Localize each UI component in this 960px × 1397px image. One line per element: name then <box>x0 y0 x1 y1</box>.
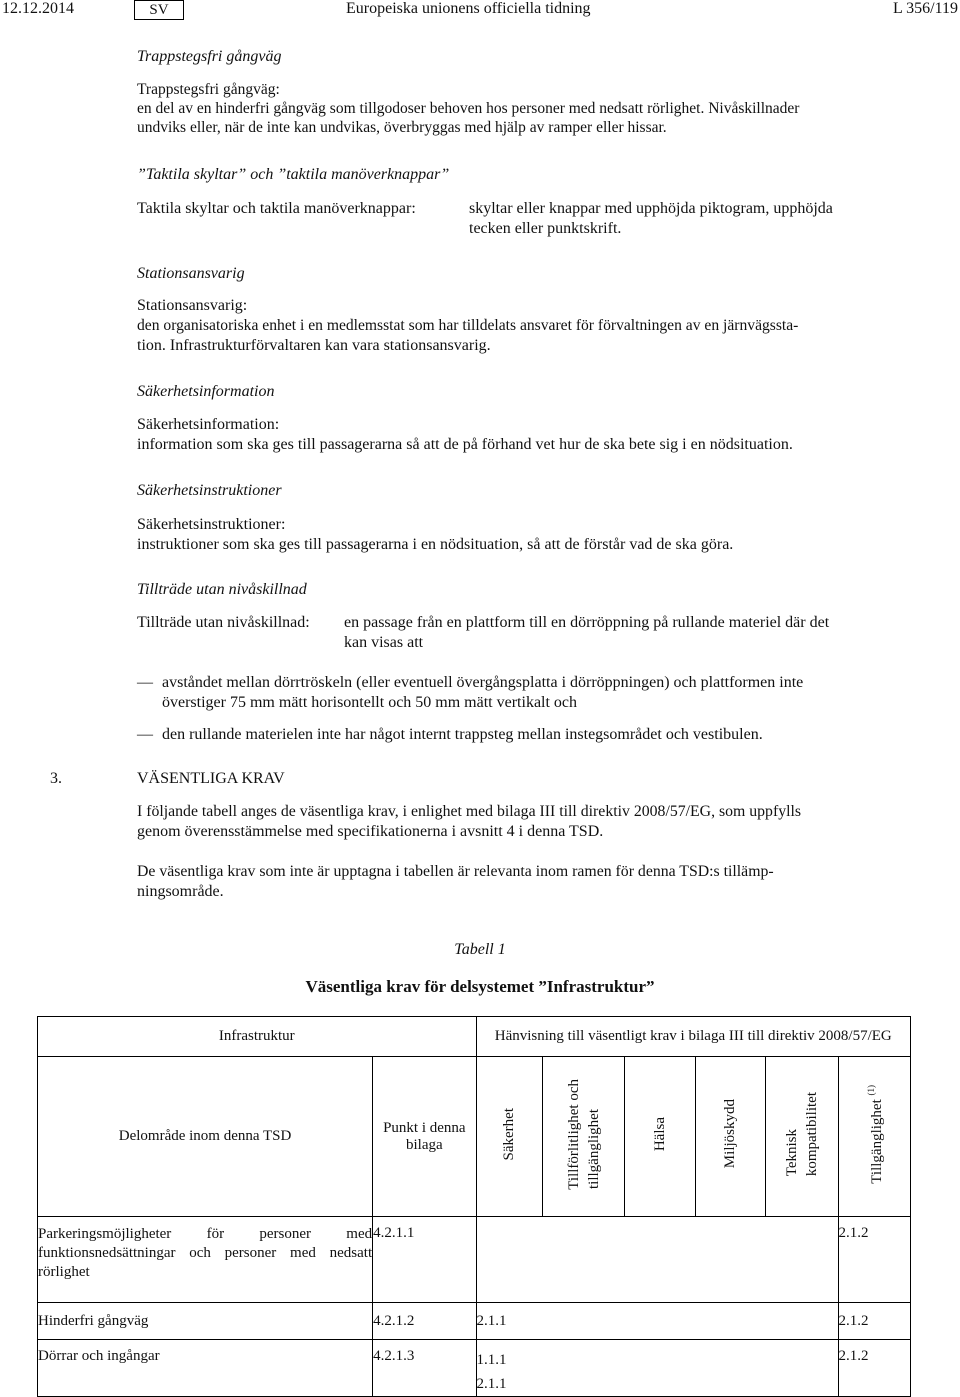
row-tillganglighet: 2.1.2 <box>838 1340 910 1397</box>
table-label: Tabell 1 <box>454 941 506 958</box>
col-miljoskydd-cell <box>695 1057 765 1217</box>
heading-sakerhetsinformation: Säkerhetsinformation <box>137 383 275 400</box>
table-header-infrastruktur: Infrastruktur <box>38 1017 477 1057</box>
row-punkt: 4.2.1.2 <box>373 1303 476 1340</box>
row-delomrade: Dörrar och ingångar <box>38 1340 373 1397</box>
footnote-ref: (1) <box>866 1084 877 1096</box>
heading-trappstegsfri: Trappstegsfri gångväg <box>137 48 282 65</box>
definition-tilltrade-line2: kan visas att <box>344 634 424 651</box>
col-halsa-cell <box>625 1057 695 1217</box>
col-delomrade: Delområde inom denna TSD <box>38 1057 373 1217</box>
definition-stationsansvarig-line2: tion. Infrastrukturförvaltaren kan vara stationsansvarig. <box>137 337 491 354</box>
col-teknisk-2: kompatibilitet <box>803 1091 820 1177</box>
term-tilltrade: Tillträde utan nivåskillnad: <box>137 614 310 631</box>
row-sakerhet <box>476 1217 838 1303</box>
col-miljoskydd: Miljöskydd <box>722 1099 739 1169</box>
heading-tilltrade: Tillträde utan nivåskillnad <box>137 581 307 598</box>
col-punkt: Punkt i denna bilaga <box>373 1057 476 1217</box>
row-sakerhet-value: 1.1.1 <box>476 1352 507 1368</box>
col-tillforlitlighet-cell <box>542 1057 625 1217</box>
table-header-reference: Hänvisning till väsentligt krav i bilaga III till direktiv 2008/57/EG <box>476 1017 910 1057</box>
definition-taktila-line2: tecken eller punktskrift. <box>469 220 622 237</box>
language-badge: SV <box>134 0 184 20</box>
bullet-dash: — <box>137 674 153 691</box>
bullet-dash: — <box>137 726 153 743</box>
col-tillganglighet-wrap <box>861 1085 887 1184</box>
col-tillganglighet-cell <box>838 1057 910 1217</box>
definition-trappstegsfri-line1: en del av en hinderfri gångväg som tillgodoser behoven hos personer med nedsatt rörlighet. Nivåskillnader <box>137 100 800 117</box>
heading-stationsansvarig: Stationsansvarig <box>137 265 245 282</box>
term-stationsansvarig: Stationsansvarig: <box>137 297 248 314</box>
col-tillforlitlighet-2: tillgänglighet <box>585 1109 602 1190</box>
section-paragraph2-line2: ningsområde. <box>137 883 224 900</box>
table-row <box>38 1340 911 1397</box>
journal-title: Europeiska unionens officiella tidning <box>346 0 591 17</box>
col-halsa: Hälsa <box>652 1116 669 1152</box>
header-date: 12.12.2014 <box>2 0 74 17</box>
section-paragraph1-line2: genom överensstämmelse med specifikationerna i avsnitt 4 i denna TSD. <box>137 823 604 840</box>
requirements-table <box>37 1016 911 1397</box>
section-paragraph1-line1: I följande tabell anges de väsentliga krav, i enlighet med bilaga III till direktiv 2008/57/EG, som uppfylls <box>137 803 802 820</box>
table-row <box>38 1217 911 1303</box>
definition-stationsansvarig-line1: den organisatoriska enhet i en medlemsstat som har tilldelats ansvaret för förvaltningen av en järnvägssta- <box>137 317 799 334</box>
row-sakerhet-value-2: 2.1.1 <box>476 1376 507 1392</box>
heading-taktila: ”Taktila skyltar” och ”taktila manöverknappar” <box>137 166 450 183</box>
page-reference: L 356/119 <box>892 0 958 17</box>
row-tillganglighet: 2.1.2 <box>838 1303 910 1340</box>
definition-sakerhetsinformation: information som ska ges till passagerarna så att de på förhand vet hur de ska bete sig i en nödsituation. <box>137 436 793 453</box>
definition-sakerhetsinstruktioner: instruktioner som ska ges till passagerarna i en nödsituation, så att de förstår vad de ska göra. <box>137 536 734 553</box>
heading-sakerhetsinstruktioner: Säkerhetsinstruktioner <box>137 482 282 499</box>
term-taktila: Taktila skyltar och taktila manöverknappar: <box>137 200 416 217</box>
row-delomrade: Hinderfri gångväg <box>38 1303 373 1340</box>
definition-tilltrade-line1: en passage från en plattform till en dörröppning på rullande materiel där det <box>344 614 830 631</box>
row-sakerhet-value: 2.1.1 <box>476 1312 507 1329</box>
definition-trappstegsfri-line2: undviks eller, när de inte kan undvikas, överbryggas med hjälp av ramper eller hissar. <box>137 119 667 136</box>
term-sakerhetsinstruktioner: Säkerhetsinstruktioner: <box>137 516 286 533</box>
row-sakerhet <box>476 1303 838 1340</box>
term-trappstegsfri: Trappstegsfri gångväg: <box>137 81 280 98</box>
row-sakerhet <box>476 1340 838 1397</box>
definition-taktila-line1: skyltar eller knappar med upphöjda piktogram, upphöjda <box>469 200 833 217</box>
col-tillganglighet: Tillgänglighet <box>869 1098 886 1184</box>
section-number: 3. <box>50 770 62 787</box>
row-punkt: 4.2.1.1 <box>373 1217 476 1303</box>
bullet1-line1: avståndet mellan dörrtröskeln (eller eventuell övergångsplatta i dörröppningen) och plattformen inte <box>162 674 804 691</box>
bullet1-line2: överstiger 75 mm mätt horisontellt och 50 mm mätt vertikalt och <box>162 694 578 711</box>
col-teknisk-1: Teknisk <box>783 1128 800 1177</box>
table-title: Väsentliga krav för delsystemet ”Infrastruktur” <box>305 977 655 996</box>
row-tillganglighet: 2.1.2 <box>838 1217 910 1303</box>
bullet2-line1: den rullande materielen inte har något internt trappsteg mellan instegsområdet och vestibulen. <box>162 726 763 743</box>
col-sakerhet-cell <box>476 1057 542 1217</box>
col-teknisk-cell <box>766 1057 838 1217</box>
term-sakerhetsinformation: Säkerhetsinformation: <box>137 416 280 433</box>
col-tillforlitlighet-1: Tillförlitlighet och <box>565 1078 582 1190</box>
row-punkt: 4.2.1.3 <box>373 1340 476 1397</box>
section-paragraph2-line1: De väsentliga krav som inte är upptagna i tabellen är relevanta inom ramen för denna TSD:s tillämp- <box>137 863 774 880</box>
row-delomrade: Parkeringsmöjligheter för personer med funktionsnedsättningar och personer med nedsatt rörlighet <box>38 1217 373 1303</box>
table-row <box>38 1303 911 1340</box>
col-sakerhet: Säkerhet <box>501 1107 518 1161</box>
section-title: VÄSENTLIGA KRAV <box>137 770 285 787</box>
